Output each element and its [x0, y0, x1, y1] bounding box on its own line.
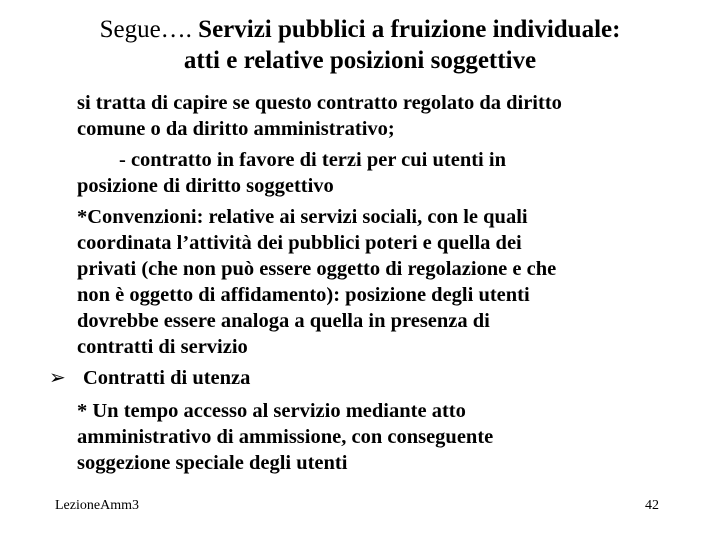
slide-title: [0, 14, 720, 76]
body-line: Contratti di utenza: [83, 367, 251, 389]
title-line-2: atti e relative posizioni soggettive: [183, 47, 537, 74]
body-line: comune o da diritto amministrativo;: [77, 118, 395, 140]
body-line: soggezione speciale degli utenti: [77, 452, 348, 474]
body-line: dovrebbe essere analoga a quella in presenza di: [77, 310, 490, 332]
arrow-bullet-icon: ➢: [49, 365, 66, 389]
title-prefix: Segue….: [99, 16, 199, 43]
body-line: coordinata l’attività dei pubblici poteri e quella dei: [77, 232, 522, 254]
body-line: * Un tempo accesso al servizio mediante atto: [77, 400, 466, 422]
body-line: - contratto in favore di terzi per cui utenti in: [119, 149, 506, 171]
footer-page-number: 42: [645, 498, 659, 513]
body-line: non è oggetto di affidamento): posizione degli utenti: [77, 284, 530, 306]
title-main: Servizi pubblici a fruizione individuale:: [198, 16, 621, 43]
body-line: amministrativo di ammissione, con conseguente: [77, 426, 494, 448]
body-line: contratti di servizio: [77, 336, 248, 358]
body-line: *Convenzioni: relative ai servizi sociali, con le quali: [77, 206, 528, 228]
footer-lesson-label: LezioneAmm3: [55, 498, 139, 513]
body-line: si tratta di capire se questo contratto regolato da diritto: [77, 92, 562, 114]
body-line: posizione di diritto soggettivo: [77, 175, 334, 197]
title-line-1: [0, 14, 720, 45]
body-line: privati (che non può essere oggetto di regolazione e che: [77, 258, 557, 280]
